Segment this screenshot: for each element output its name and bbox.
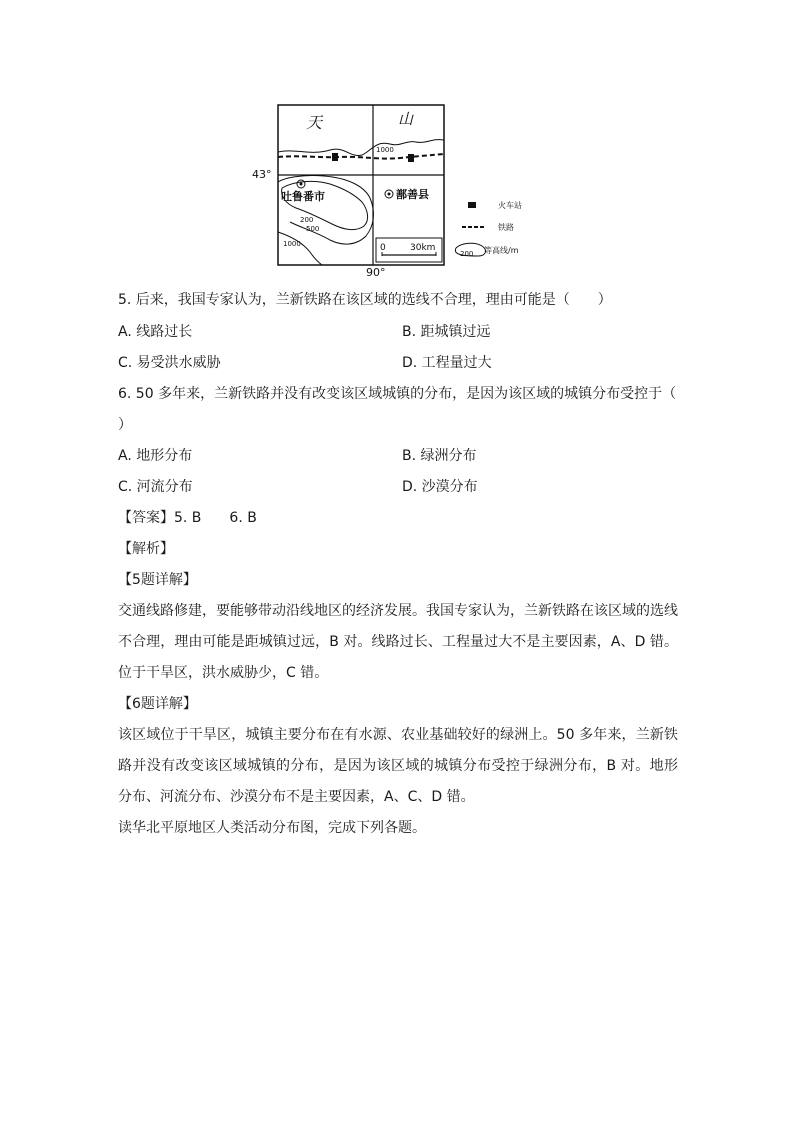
contour-200 <box>282 181 368 229</box>
legend-station-label: 火车站 <box>498 201 522 210</box>
contour-1000-top <box>278 140 444 156</box>
scale-zero: 0 <box>380 243 386 253</box>
contour-label-200: 200 <box>300 216 314 224</box>
map-figure <box>250 100 550 280</box>
question-5-option-b: B. 距城镇过远 <box>402 324 491 340</box>
contour-label-1000-bottom: 1000 <box>283 240 301 248</box>
legend-contour-sample: 200 <box>460 250 474 258</box>
latitude-label: 43° <box>252 168 272 181</box>
city-label-shanshan: 鄯善县 <box>396 188 429 201</box>
answer-line: 【答案】5. B 6. B <box>118 510 257 526</box>
question-6-option-a: A. 地形分布 <box>118 448 193 464</box>
question-6-option-d: D. 沙漠分布 <box>402 479 478 495</box>
contour-label-500: 500 <box>306 225 320 233</box>
scale-value: 30km <box>410 243 436 253</box>
railway-line <box>278 154 444 159</box>
legend-station-icon <box>468 202 476 208</box>
region-label-tian: 天 <box>306 113 323 132</box>
legend-contour-label: 等高线/m <box>484 246 519 255</box>
region-label-shan: 山 <box>398 110 414 128</box>
detail-5-text: 交通线路修建，要能够带动沿线地区的经济发展。我国专家认为，兰新铁路在该区域的选线不合理，理由可能是距城镇过远，B 对。线路过长、工程量过大不是主要因素，A、D 错。位于干旱区，洪水威胁少，C 错。 <box>118 603 678 681</box>
city-label-turpan: 吐鲁番市 <box>281 190 325 203</box>
county-marker-dot-icon <box>388 193 391 196</box>
analysis-title: 【解析】 <box>118 541 174 557</box>
contour-label-1000-top: 1000 <box>376 146 394 154</box>
question-6-option-b: B. 绿洲分布 <box>402 448 477 464</box>
question-6-option-c: C. 河流分布 <box>118 479 193 495</box>
question-5-stem: 5. 后来，我国专家认为，兰新铁路在该区域的选线不合理，理由可能是（ ） <box>118 292 612 308</box>
longitude-label: 90° <box>366 266 386 279</box>
contour-500 <box>278 175 373 244</box>
question-6-stem-line2: ） <box>118 417 132 433</box>
detail-6-title: 【6题详解】 <box>118 696 197 712</box>
next-question-intro: 读华北平原地区人类活动分布图，完成下列各题。 <box>118 820 426 836</box>
train-station-icon <box>332 153 338 161</box>
question-5-option-d: D. 工程量过大 <box>402 355 492 371</box>
question-5-option-c: C. 易受洪水威胁 <box>118 355 221 371</box>
city-marker-dot-icon <box>300 183 303 186</box>
train-station-icon <box>408 154 414 162</box>
question-6-stem-line1: 6. 50 多年来，兰新铁路并没有改变该区域城镇的分布，是因为该区域的城镇分布受控于（ <box>118 386 677 402</box>
contour-1000-bottom <box>278 232 322 265</box>
detail-6-text: 该区域位于干旱区，城镇主要分布在有水源、农业基础较好的绿洲上。50 多年来，兰新铁路并没有改变该区域城镇的分布，是因为该区域的城镇分布受控于绿洲分布，B 对。地形分布、河流分布、沙漠分布不是主要因素，A、C、D 错。 <box>118 727 678 805</box>
question-5-option-a: A. 线路过长 <box>118 324 193 340</box>
legend-railway-label: 铁路 <box>498 223 514 232</box>
detail-5-title: 【5题详解】 <box>118 572 197 588</box>
